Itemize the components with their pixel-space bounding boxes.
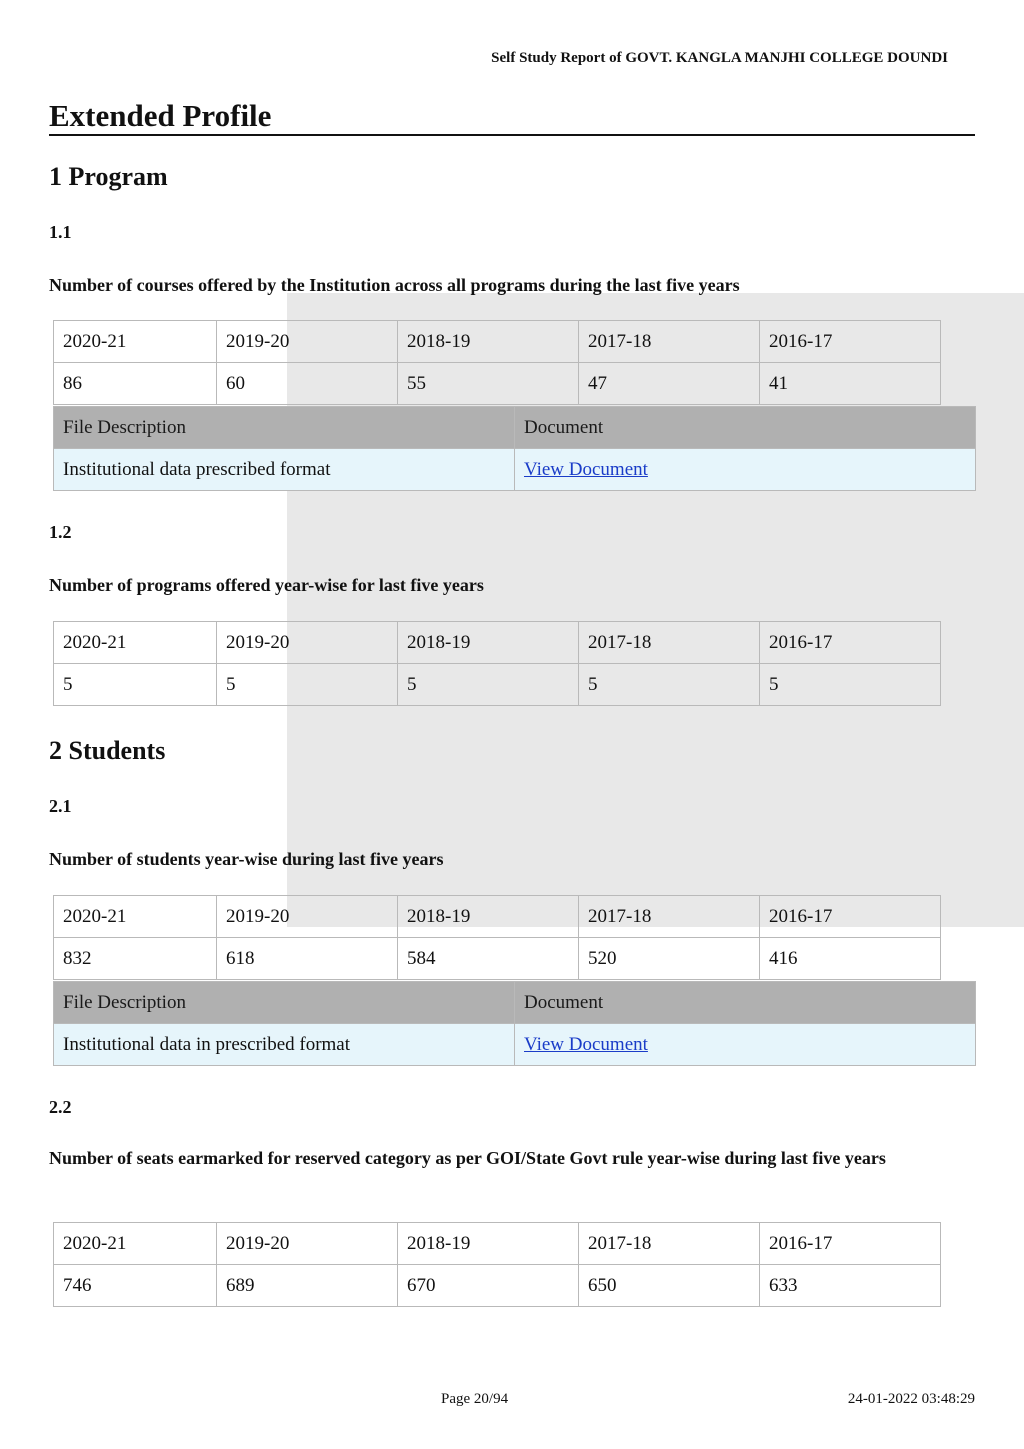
data-table-1-2	[53, 621, 941, 706]
value-cell: 520	[579, 938, 760, 980]
section-title-program: 1 Program	[49, 162, 168, 191]
value-cell: 689	[217, 1265, 398, 1307]
file-description: Institutional data prescribed format	[54, 449, 515, 491]
section-title-students: 2 Students	[49, 736, 166, 765]
document-cell	[515, 449, 976, 491]
value-cell: 746	[54, 1265, 217, 1307]
document-cell	[515, 1024, 976, 1066]
view-document-link[interactable]: View Document	[524, 458, 648, 480]
value-cell: 5	[217, 664, 398, 706]
data-table-2-1	[53, 895, 941, 980]
year-cell: 2016-17	[760, 896, 941, 938]
value-cell: 650	[579, 1265, 760, 1307]
year-cell: 2018-19	[398, 896, 579, 938]
file-table-2-1	[53, 981, 976, 1066]
table-value-row	[54, 938, 941, 980]
year-cell: 2018-19	[398, 622, 579, 664]
file-table-header	[54, 407, 976, 449]
year-cell: 2017-18	[579, 321, 760, 363]
value-cell: 633	[760, 1265, 941, 1307]
value-cell: 86	[54, 363, 217, 405]
file-description-header: File Description	[54, 407, 515, 449]
table-value-row	[54, 363, 941, 405]
item-description-2-1: Number of students year-wise during last five years	[49, 849, 444, 869]
year-cell: 2019-20	[217, 622, 398, 664]
item-description-2-2: Number of seats earmarked for reserved category as per GOI/State Govt rule year-wise during last five years	[49, 1148, 886, 1168]
year-cell: 2020-21	[54, 622, 217, 664]
value-cell: 670	[398, 1265, 579, 1307]
year-cell: 2019-20	[217, 896, 398, 938]
value-cell: 5	[398, 664, 579, 706]
value-cell: 832	[54, 938, 217, 980]
file-table-row	[54, 1024, 976, 1066]
table-header-row	[54, 896, 941, 938]
page-title: Extended Profile	[49, 98, 975, 136]
value-cell: 41	[760, 363, 941, 405]
table-value-row	[54, 664, 941, 706]
year-cell: 2019-20	[217, 1223, 398, 1265]
value-cell: 584	[398, 938, 579, 980]
file-description-header: File Description	[54, 982, 515, 1024]
view-document-link[interactable]: View Document	[524, 1033, 648, 1055]
file-table-1-1	[53, 406, 976, 491]
value-cell: 5	[54, 664, 217, 706]
timestamp: 24-01-2022 03:48:29	[847, 1391, 975, 1407]
page-number: Page 20/94	[441, 1391, 509, 1407]
item-description-1-1: Number of courses offered by the Institution across all programs during the last five years	[49, 275, 740, 295]
year-cell: 2019-20	[217, 321, 398, 363]
value-cell: 618	[217, 938, 398, 980]
year-cell: 2020-21	[54, 896, 217, 938]
year-cell: 2016-17	[760, 1223, 941, 1265]
value-cell: 55	[398, 363, 579, 405]
year-cell: 2016-17	[760, 321, 941, 363]
year-cell: 2018-19	[398, 321, 579, 363]
item-number-1-1: 1.1	[49, 222, 72, 242]
data-table-2-2	[53, 1222, 941, 1307]
year-cell: 2017-18	[579, 1223, 760, 1265]
year-cell: 2020-21	[54, 1223, 217, 1265]
table-header-row	[54, 1223, 941, 1265]
file-table-row	[54, 449, 976, 491]
value-cell: 5	[579, 664, 760, 706]
year-cell: 2020-21	[54, 321, 217, 363]
year-cell: 2016-17	[760, 622, 941, 664]
value-cell: 416	[760, 938, 941, 980]
table-value-row	[54, 1265, 941, 1307]
data-table-1-1	[53, 320, 941, 405]
item-number-2-2: 2.2	[49, 1097, 72, 1117]
value-cell: 47	[579, 363, 760, 405]
table-header-row	[54, 622, 941, 664]
item-description-1-2: Number of programs offered year-wise for last five years	[49, 575, 484, 595]
report-header: Self Study Report of GOVT. KANGLA MANJHI COLLEGE DOUNDI	[491, 50, 948, 66]
year-cell: 2018-19	[398, 1223, 579, 1265]
year-cell: 2017-18	[579, 622, 760, 664]
value-cell: 60	[217, 363, 398, 405]
file-description: Institutional data in prescribed format	[54, 1024, 515, 1066]
item-number-2-1: 2.1	[49, 796, 72, 816]
year-cell: 2017-18	[579, 896, 760, 938]
value-cell: 5	[760, 664, 941, 706]
item-number-1-2: 1.2	[49, 522, 72, 542]
document-header: Document	[515, 982, 976, 1024]
document-header: Document	[515, 407, 976, 449]
file-table-header	[54, 982, 976, 1024]
table-header-row	[54, 321, 941, 363]
